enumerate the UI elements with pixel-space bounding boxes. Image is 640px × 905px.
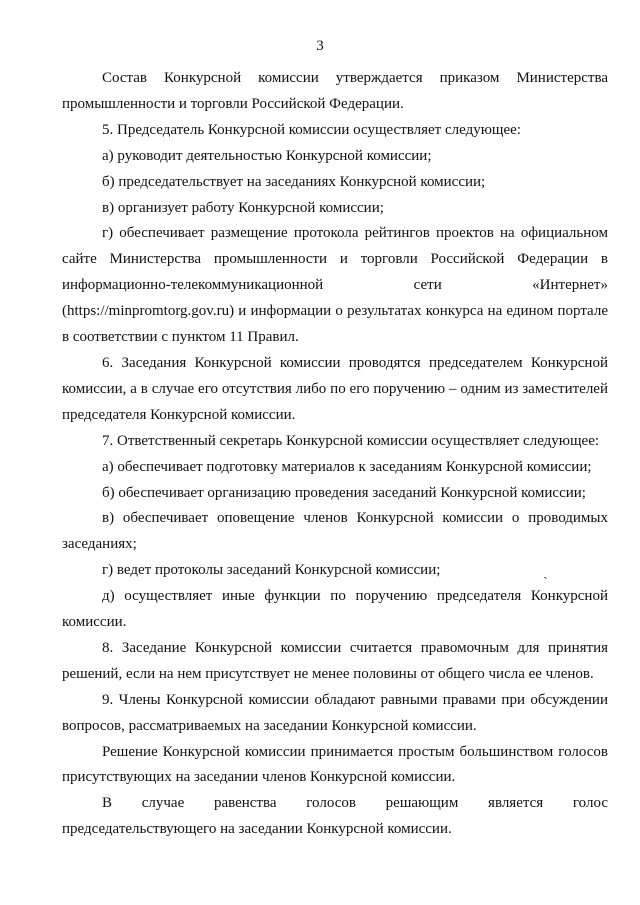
paragraph-7d: г) ведет протоколы заседаний Конкурсной комиссии; (102, 562, 441, 579)
document-body (62, 66, 608, 843)
paragraph-7-secretary-duties: 7. Ответственный секретарь Конкурсной комиссии осуществляет следующее: (102, 432, 600, 449)
paragraph-5-chairman-duties: 5. Председатель Конкурсной комиссии осуществляет следующее: (102, 121, 521, 138)
page-number: 3 (316, 38, 324, 54)
paragraph-7b: б) обеспечивает организацию проведения заседаний Конкурсной комиссии; (102, 484, 586, 501)
paragraph-5a: а) руководит деятельностью Конкурсной комиссии; (102, 147, 432, 164)
paragraph-8-quorum: 8. Заседание Конкурсной комиссии считается правомочным для принятия решений, если на нем присутствует не менее половины от общего числа ее членов. (62, 639, 608, 682)
paragraph-9-equal-rights: 9. Члены Конкурсной комиссии обладают равными правами при обсуждении вопросов, рассматриваемых на заседании Конкурсной комиссии. (62, 691, 608, 734)
paragraph-7c: в) обеспечивает оповещение членов Конкурсной комиссии о проводимых заседаниях; (62, 510, 608, 553)
stray-mark: ˎ (543, 565, 548, 580)
paragraph-tie-vote: В случае равенства голосов решающим является голос председательствующего на заседании Конкурсной комиссии. (62, 795, 608, 838)
paragraph-5c: в) организует работу Конкурсной комиссии; (102, 199, 384, 216)
paragraph-commission-composition: Состав Конкурсной комиссии утверждается приказом Министерства промышленности и торговли Российской Федерации. (62, 70, 608, 112)
paragraph-decision-majority: Решение Конкурсной комиссии принимается простым большинством голосов присутствующих на заседании членов Конкурсной комиссии. (62, 743, 608, 786)
paragraph-7a: а) обеспечивает подготовку материалов к заседаниям Конкурсной комиссии; (102, 458, 592, 475)
paragraph-5b: б) председательствует на заседаниях Конкурсной комиссии; (102, 173, 486, 190)
paragraph-7e: д) осуществляет иные функции по поручению председателя Конкурсной комиссии. (62, 588, 608, 631)
paragraph-5d: г) обеспечивает размещение протокола рейтингов проектов на официальном сайте Министерства промышленности и торговли Российской Федерации в информационно-телекоммуникационной сети «Интернет» (https://minpromtorg.gov.ru) и информации о результатах конкурса на едином портале в соответствии с пунктом 11 Правил. (62, 225, 608, 346)
paragraph-6-meetings: 6. Заседания Конкурсной комиссии проводятся председателем Конкурсной комиссии, а в случае его отсутствия либо по его поручению – одним из заместителей председателя Конкурсной комиссии. (62, 354, 608, 423)
